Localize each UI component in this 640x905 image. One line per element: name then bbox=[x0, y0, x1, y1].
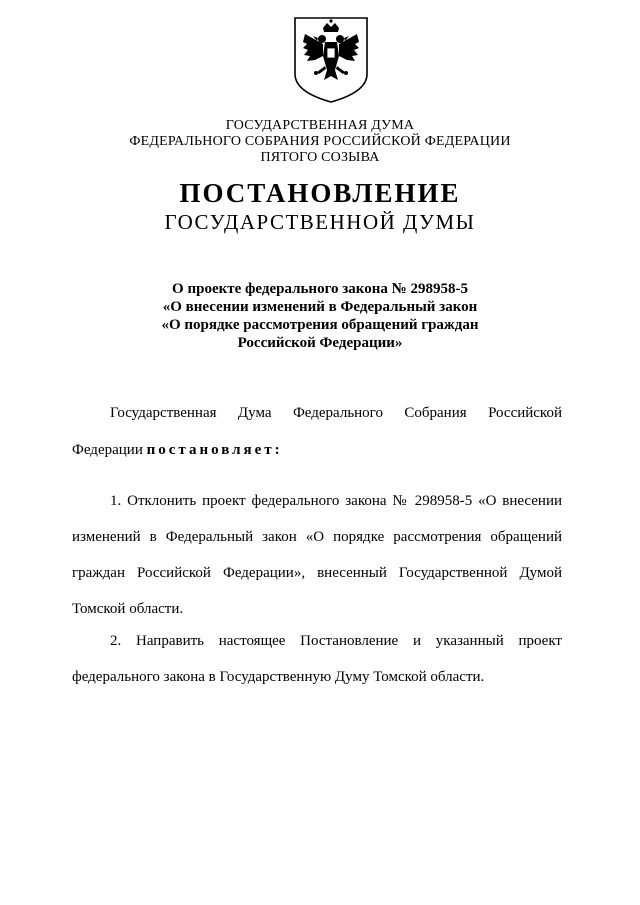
document-title: ПОСТАНОВЛЕНИЕ bbox=[179, 178, 461, 208]
subject-line-4: Российской Федерации» bbox=[237, 335, 403, 351]
coat-of-arms-icon bbox=[291, 14, 371, 106]
subject-line-1: О проекте федерального закона № 298958-5 bbox=[172, 281, 468, 297]
preamble-resolves: постановляет: bbox=[146, 442, 283, 458]
preamble-line-2 bbox=[72, 441, 562, 459]
subject-line-2: «О внесении изменений в Федеральный закон bbox=[162, 299, 478, 315]
document-subtitle: ГОСУДАРСТВЕННОЙ ДУМЫ bbox=[164, 210, 476, 234]
header-line-1: ГОСУДАРСТВЕННАЯ ДУМА bbox=[225, 118, 415, 133]
subject-line-3: «О порядке рассмотрения обращений граждан bbox=[161, 317, 479, 333]
preamble-start: Федерации bbox=[72, 442, 147, 458]
header-line-2: ФЕДЕРАЛЬНОГО СОБРАНИЯ РОССИЙСКОЙ ФЕДЕРАЦИИ bbox=[129, 134, 511, 149]
item2-line-1: 2. Направить настоящее Постановление и указанный проект bbox=[110, 633, 562, 649]
item1-line-3: граждан Российской Федерации», внесенный Государственной Думой bbox=[72, 565, 562, 581]
item1-line-1: 1. Отклонить проект федерального закона № 298958-5 «О внесении bbox=[110, 493, 562, 509]
header-line-3: ПЯТОГО СОЗЫВА bbox=[260, 150, 380, 165]
preamble-line-1: Государственная Дума Федерального Собрания Российской bbox=[110, 405, 562, 421]
item1-line-2: изменений в Федеральный закон «О порядке рассмотрения обращений bbox=[72, 529, 562, 545]
item1-line-4: Томской области. bbox=[72, 601, 184, 617]
item2-line-2: федерального закона в Государственную Думу Томской области. bbox=[72, 669, 485, 685]
